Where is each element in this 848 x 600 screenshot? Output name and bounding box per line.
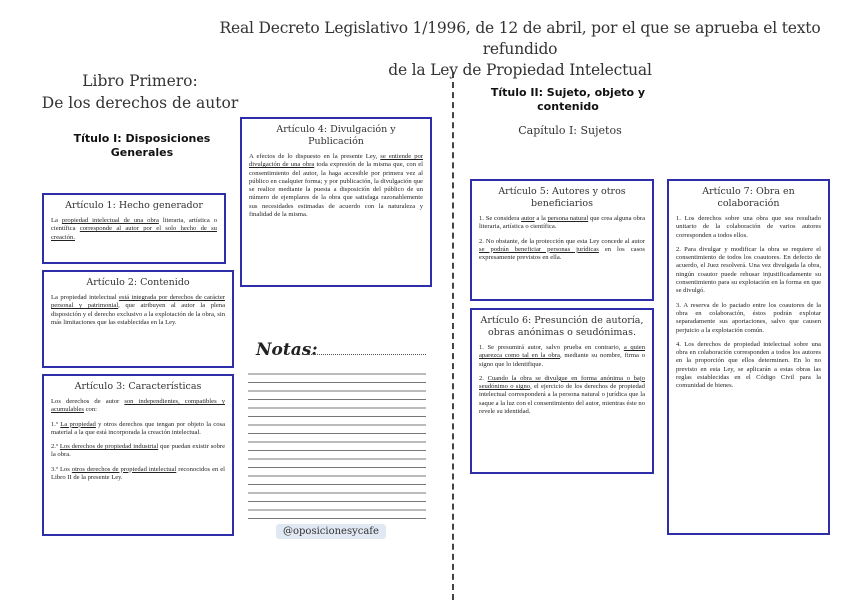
article-5-para-1	[479, 215, 645, 232]
article-5-para-2-b: en los casos expresamente previstos en ella.	[479, 245, 645, 262]
notes-ruled-lines	[248, 366, 426, 522]
article-3-heading: Artículo 3: Características	[74, 381, 202, 392]
titulo-2-heading: Título II: Sujeto, objeto y contenido	[490, 86, 646, 113]
article-3-item-2-u1: Los derechos de propiedad industrial	[59, 443, 159, 451]
article-3-intro-a: Los derechos de autor	[51, 398, 125, 405]
article-1-text-u1: propiedad intelectual de una obra	[61, 217, 159, 224]
article-3-item-1	[51, 421, 225, 438]
article-7-para-3: 3. A reserva de lo pactado entre los coautores de la obra en colaboración, éstos podrán explotar separadamente sus aportaciones, salvo que causen perjuicio a la explotación común.	[676, 301, 821, 334]
article-5-heading: Artículo 5: Autores y otros beneficiarios	[498, 186, 626, 209]
article-7-heading: Artículo 7: Obra en colaboración	[702, 186, 795, 209]
article-3-intro-b: con:	[83, 406, 97, 414]
article-2-text-b: , que atribuyen al autor la plena disposición y el derecho exclusivo a la explotación de la obra, sin más limitaciones que las establecidas en la Ley.	[51, 302, 225, 326]
article-6-para-2-b: , el ejercicio de los derechos de propiedad intelectual corresponderá a la persona natural o jurídica que la saque a la luz con el consentimiento del autor, mientras éste no revele su identidad.	[479, 383, 645, 416]
article-3-item-3-a: 3.º Los	[51, 465, 72, 473]
titulo-1-heading: Título I: Disposiciones Generales	[73, 132, 211, 159]
article-7-para-2: 2. Para divulgar y modificar la obra se requiere el consentimiento de todos los coautores. En defecto de acuerdo, el Juez resolverá. Una vez divulgada la obra, ningún coautor puede rehusar injustificadamente su consentimiento para su explotación en la forma en que se divulgó.	[676, 245, 821, 295]
article-5-para-1-c: que crea alguna obra literaria, artística o científica.	[479, 215, 646, 231]
article-1-text-b: literaria, artística o científica	[51, 217, 217, 233]
article-1-text-a: La	[51, 217, 62, 224]
article-3-item-1-b: y otros derechos que tengan por objeto la cosa material a la que está incorporada la creación intelectual.	[51, 420, 226, 436]
article-4-text-u1: se entiende por divulgación de una obra	[249, 153, 423, 169]
article-5-para-1-u1: autor	[521, 215, 535, 222]
notes-label: Notas:	[256, 340, 318, 360]
article-3-item-2	[51, 443, 225, 460]
article-4-text-b: toda expresión de la misma que, con el consentimiento del autor, la haga accesible por primera vez al público en cualquier forma; y por publicación, la divulgación que se realice mediante la puesta a disposición del público de un número de ejemplares de la obra que satisfaga razonablemente sus necesidades estimadas de acuerdo con la naturaleza y finalidad de la misma.	[249, 161, 423, 219]
libro-heading	[40, 70, 240, 114]
article-5-para-1-u2: persona natural	[547, 215, 589, 222]
article-1-heading: Artículo 1: Hecho generador	[65, 200, 203, 211]
article-6-heading: Artículo 6: Presunción de autoría, obras anónimas o seudónimas.	[480, 315, 644, 338]
article-1-text	[51, 217, 217, 242]
article-4-text	[249, 153, 423, 219]
article-5-para-2	[479, 238, 645, 263]
article-4-box	[240, 117, 432, 287]
article-2-heading: Artículo 2: Contenido	[86, 277, 190, 288]
libro-heading-line2: De los derechos de autor	[41, 94, 239, 112]
document-title	[200, 18, 840, 81]
article-6-para-2-u1: Cuando la obra se divulgue en forma anónima o bajo seudónimo o signo	[479, 374, 645, 391]
article-3-item-2-a: 2.º	[51, 443, 60, 451]
article-3-item-1-a: 1.º	[51, 420, 61, 428]
article-6-para-2	[479, 375, 645, 416]
social-handle-badge: @oposicionesycafe	[276, 524, 386, 539]
article-5-para-1-b: a la	[534, 215, 548, 222]
article-3-intro	[51, 398, 225, 415]
article-2-text-a: La propiedad intelectual	[51, 294, 119, 301]
article-6-para-1	[479, 344, 645, 369]
column-divider	[452, 72, 454, 600]
article-3-item-2-b: que puedan existir sobre la obra.	[51, 443, 226, 459]
article-3-box	[42, 374, 234, 536]
article-2-box	[42, 270, 234, 368]
article-7-para-4: 4. Los derechos de propiedad intelectual sobre una obra en colaboración corresponden a todos los autores en la proporción que ellos determinen. En lo no previsto en esta Ley, se aplicarán a estas obras las reglas establecidas en el Código Civil para la comunidad de bienes.	[676, 340, 821, 390]
document-title-line1: Real Decreto Legislativo 1/1996, de 12 de abril, por el que se aprueba el texto refundido	[219, 19, 821, 58]
notes-first-line	[308, 354, 426, 355]
article-3-item-1-u1: La propiedad	[60, 420, 96, 428]
article-6-box	[470, 308, 654, 474]
capitulo-heading: Capítulo I: Sujetos	[518, 124, 622, 137]
article-7-para-1: 1. Los derechos sobre una obra que sea resultado unitario de la colaboración de varios autores corresponden a todos ellos.	[676, 215, 821, 239]
article-5-box	[470, 179, 654, 301]
document-title-line2: de la Ley de Propiedad Intelectual	[388, 61, 652, 79]
article-5-para-2-u1: se podrán beneficiar personas jurídicas	[479, 245, 599, 253]
article-2-text-u1: está integrada por derechos de carácter personal y patrimonial	[51, 294, 225, 310]
article-7-box	[667, 179, 830, 535]
article-6-para-1-u1: a quien aparezca como tal en la obra	[479, 344, 645, 360]
article-1-text-u2: corresponde al autor por el solo hecho de su creación.	[51, 225, 217, 241]
article-3-item-3	[51, 466, 225, 483]
libro-heading-line1: Libro Primero:	[82, 72, 198, 90]
article-4-text-a: A efectos de lo dispuesto en la presente Ley,	[249, 153, 381, 160]
article-6-para-2-a: 2.	[479, 374, 488, 382]
article-3-item-3-u1: otros derechos de propiedad intelectual	[71, 465, 177, 473]
article-2-text	[51, 294, 225, 327]
article-3-item-3-b: reconocidos en el Libro II de la presente Ley.	[51, 465, 225, 482]
notes-area	[246, 340, 428, 522]
article-5-para-2-a: 2. No obstante, de la protección que esta Ley concede al autor	[479, 237, 645, 245]
article-3-intro-u1: son independientes, compatibles y acumulables	[51, 398, 225, 414]
article-6-para-1-a: 1. Se presumirá autor, salvo prueba en contrario,	[479, 344, 624, 351]
article-6-para-1-b: , mediante su nombre, firma o signo que lo identifique.	[479, 352, 645, 368]
article-1-box	[42, 193, 226, 264]
article-4-heading: Artículo 4: Divulgación y Publicación	[276, 124, 396, 147]
article-5-para-1-a: 1. Se considera	[479, 215, 522, 222]
